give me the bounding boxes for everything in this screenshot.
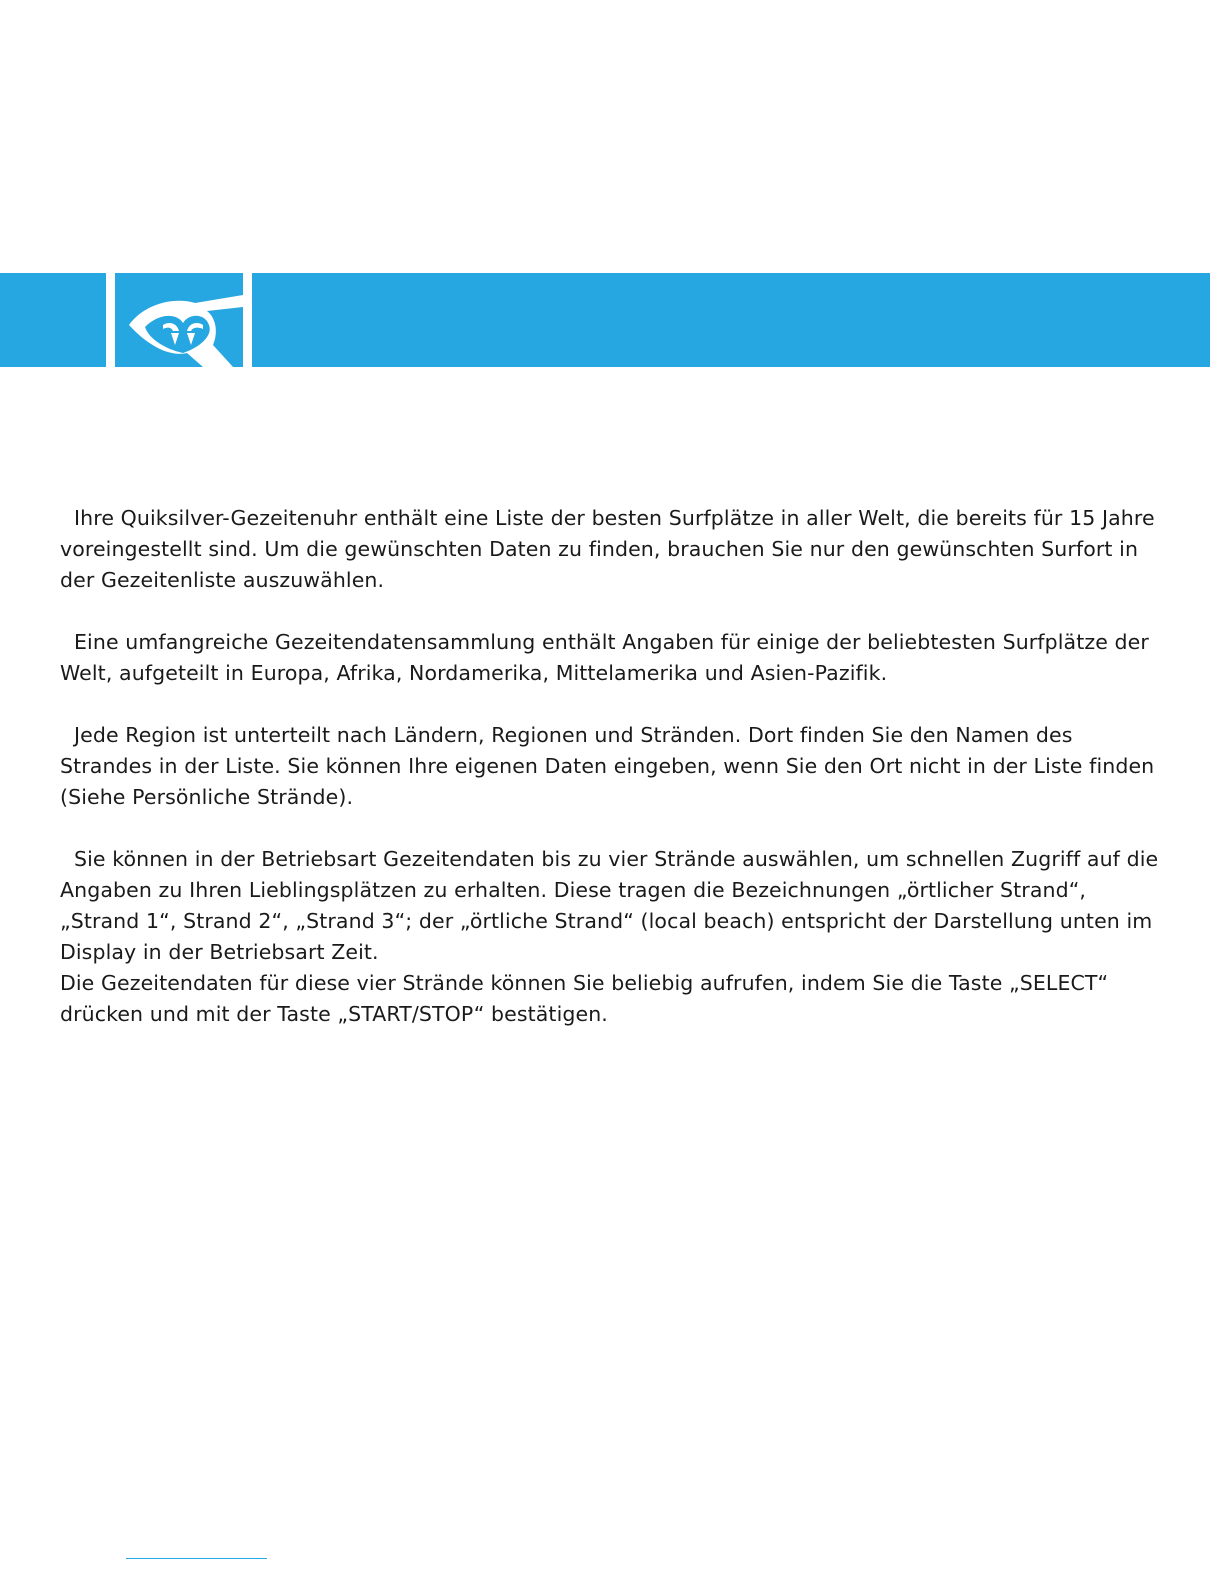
logo bbox=[115, 273, 243, 367]
paragraph-select-buttons: Die Gezeitendaten für diese vier Strände können Sie beliebig aufrufen, indem Sie die Taste „SELECT“ drücken und mit der Taste „START/STOP“ bestätigen. bbox=[60, 971, 1109, 1026]
paragraph-beach-selection: Sie können in der Betriebsart Gezeitendaten bis zu vier Strände auswählen, um schnellen Zugriff auf die Angaben zu Ihren Lieblingsplätzen zu erhalten. Diese tragen die Bezeichnungen „örtlicher Strand“, „Strand 1“, Strand 2“, „Strand 3“; der „örtliche Strand“ (local beach) entspricht der Darstellung unten im Display in der Betriebsart Zeit. bbox=[60, 847, 1159, 964]
paragraph-intro: Ihre Quiksilver-Gezeitenuhr enthält eine Liste der besten Surfplätze in aller Welt, die bereits für 15 Jahre voreingestellt sind. Um die gewünschten Daten zu finden, brauchen Sie nur den gewünschten Surfort in der Gezeitenliste auszuwählen. bbox=[60, 506, 1155, 592]
body-text bbox=[60, 503, 1170, 1061]
paragraph-regions: Jede Region ist unterteilt nach Ländern, Regionen und Stränden. Dort finden Sie den Namen des Strandes in der Liste. Sie können Ihre eigenen Daten eingeben, wenn Sie den Ort nicht in der Liste finden (Siehe Persönliche Strände). bbox=[60, 723, 1155, 809]
roxy-heart-logo-icon bbox=[115, 273, 243, 367]
header-bar-left bbox=[0, 273, 106, 367]
header-bar-right bbox=[252, 273, 1210, 367]
footer-divider bbox=[126, 1558, 267, 1559]
paragraph-data-collection: Eine umfangreiche Gezeitendatensammlung enthält Angaben für einige der beliebtesten Surfplätze der Welt, aufgeteilt in Europa, Afrika, Nordamerika, Mittelamerika und Asien-Pazifik. bbox=[60, 630, 1149, 685]
